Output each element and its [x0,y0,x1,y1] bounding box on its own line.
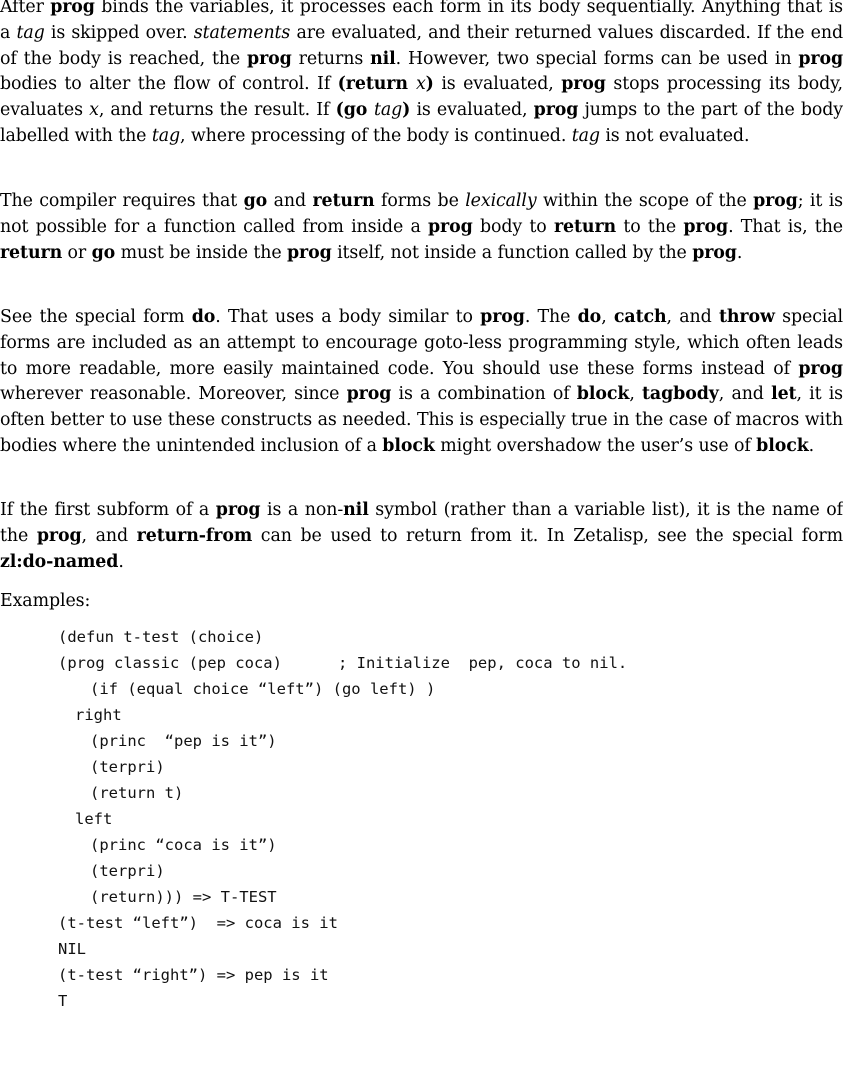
code-line: left [75,810,113,828]
keyword-return-from: return-from [136,525,253,546]
code-line: (return))) => T-TEST [90,888,277,906]
text-span: forms be [374,191,466,211]
code-line: (return t) [90,784,184,802]
text-span: , [629,384,642,405]
text-span: or [62,242,92,263]
keyword-paren: ) [402,100,411,121]
keyword-throw: throw [718,307,775,327]
keyword-prog: prog [286,242,332,263]
keyword-return: (return [337,74,416,95]
text-span: , and returns the result. If [98,100,336,121]
text-span: special forms are included as an attempt to encourage goto-less programming style, which often leads to more readable, more easily maintained code. You should use these forms instead of [0,307,843,379]
text-span: . [808,435,815,456]
keyword-nil: nil [343,500,369,520]
keyword-return: return [553,216,617,237]
text-span: bodies to alter the flow of control. If [0,74,338,95]
text-span: to the [616,216,684,237]
examples-heading [0,589,843,615]
text-span: and [267,191,313,211]
code-line: (princ “pep is it”) [90,732,277,750]
keyword-prog: prog [533,100,579,121]
keyword-prog: prog [247,48,292,69]
keyword-prog: prog [346,384,392,405]
keyword-prog: prog [215,500,261,520]
keyword-prog: prog [480,307,525,327]
keyword-prog: prog [753,191,798,211]
text-span: If the first subform of a [0,500,216,520]
keyword-prog: prog [36,525,82,546]
text-span: body to [472,216,554,237]
paragraph-see-do [0,305,843,460]
code-line: (if (equal choice “left”) (go left) ) [90,680,436,698]
text-span: within the scope of the [536,191,754,211]
term-x: x [89,100,99,121]
term-statements: statements [193,22,291,43]
term-x: x [415,74,426,95]
code-line: (defun t-test (choice) [58,628,264,646]
code-line: (prog classic (pep coca) ; Initialize pep, coca to nil. [58,654,628,672]
keyword-prog: prog [692,242,737,263]
keyword-prog: prog [798,358,843,379]
text-span: . The [524,307,578,327]
text-span: can be used to return from it. In Zetalisp, see the special form [252,525,843,546]
keyword-block: block [382,435,435,456]
keyword-return: return [312,191,375,211]
code-line: right [75,706,122,724]
text-span: is evaluated, [410,100,534,121]
text-span: jumps to the part of the body labelled with the [0,100,843,146]
text-span: , and [81,525,137,546]
keyword-prog: prog [428,216,473,237]
keyword-block: block [756,435,809,456]
paragraph-named-prog [0,498,843,575]
text-span: . [736,242,743,263]
code-line: NIL [58,940,86,958]
keyword-prog: prog [50,0,95,17]
keyword-catch: catch [613,307,667,327]
text-span: wherever reasonable. Moreover, since [0,384,347,405]
term-tag: tag [571,125,600,146]
keyword-prog: prog [798,48,843,69]
text-span: , and [666,307,719,327]
code-line: (t-test “left”) => coca is it [58,914,338,932]
text-span: is a non- [260,500,344,520]
text-span: are evaluated, and their returned values discarded. If the end of the body is reached, the [0,22,843,69]
keyword-go: (go [335,100,374,121]
keyword-return: return [0,242,63,263]
keyword-paren: ) [425,74,434,95]
keyword-go: go [243,191,268,211]
text-span: , [601,307,614,327]
keyword-zl-do-named: zl:do-named [0,551,119,572]
text-span: is not evaluated. [599,125,750,146]
text-span: might overshadow the user’s use of [434,435,757,456]
keyword-do: do [577,307,602,327]
keyword-block: block [576,384,630,405]
paragraph-prog-body-processing [0,0,843,150]
text-span: The compiler requires that [0,191,244,211]
keyword-go: go [91,242,116,263]
code-line: (t-test “right”) => pep is it [58,966,329,984]
paragraph-compiler-requirements [0,189,843,266]
text-span: Examples: [0,591,91,611]
keyword-prog: prog [683,216,729,237]
text-span: stops processing its body, evaluates [0,74,843,121]
keyword-nil: nil [370,48,396,69]
text-span: , it is often better to use these constructs as needed. This is especially true in the case of macros with bodies where the unintended inclusion of a [0,384,843,456]
text-span: is a combination of [391,384,577,405]
text-span: . That is, the [728,216,843,237]
term-tag: tag [16,22,45,43]
text-span: See the special form [0,307,192,327]
keyword-prog: prog [561,74,606,95]
code-line: T [58,992,68,1010]
code-example-block [0,624,843,1066]
text-span: , and [718,384,772,405]
code-line: (terpri) [90,758,165,776]
term-tag: tag [373,100,403,121]
text-span: . That uses a body similar to [215,307,481,327]
text-span: is evaluated, [433,74,562,95]
text-span: itself, not inside a function called by the [331,242,693,263]
text-span: . [118,551,124,572]
text-span: symbol (rather than a variable list), it is the name of the [0,500,843,546]
text-span: binds the variables, it processes each form in its body sequentially. Anything that is a [0,0,843,43]
text-span: ; it is not possible for a function called from inside a [0,191,843,237]
keyword-do: do [191,307,216,327]
text-span: must be inside the [115,242,287,263]
keyword-let: let [771,384,797,405]
keyword-tagbody: tagbody [641,384,719,405]
text-span: returns [291,48,371,69]
text-span: is skipped over. [44,22,194,43]
code-line: (princ “coca is it”) [90,836,277,854]
text-span: , where processing of the body is continued. [180,125,572,146]
code-line: (terpri) [90,862,165,880]
term-tag: tag [151,125,181,146]
text-span: . However, two special forms can be used in [395,48,799,69]
text-span: After [0,0,51,17]
term-lexically: lexically [465,191,537,211]
